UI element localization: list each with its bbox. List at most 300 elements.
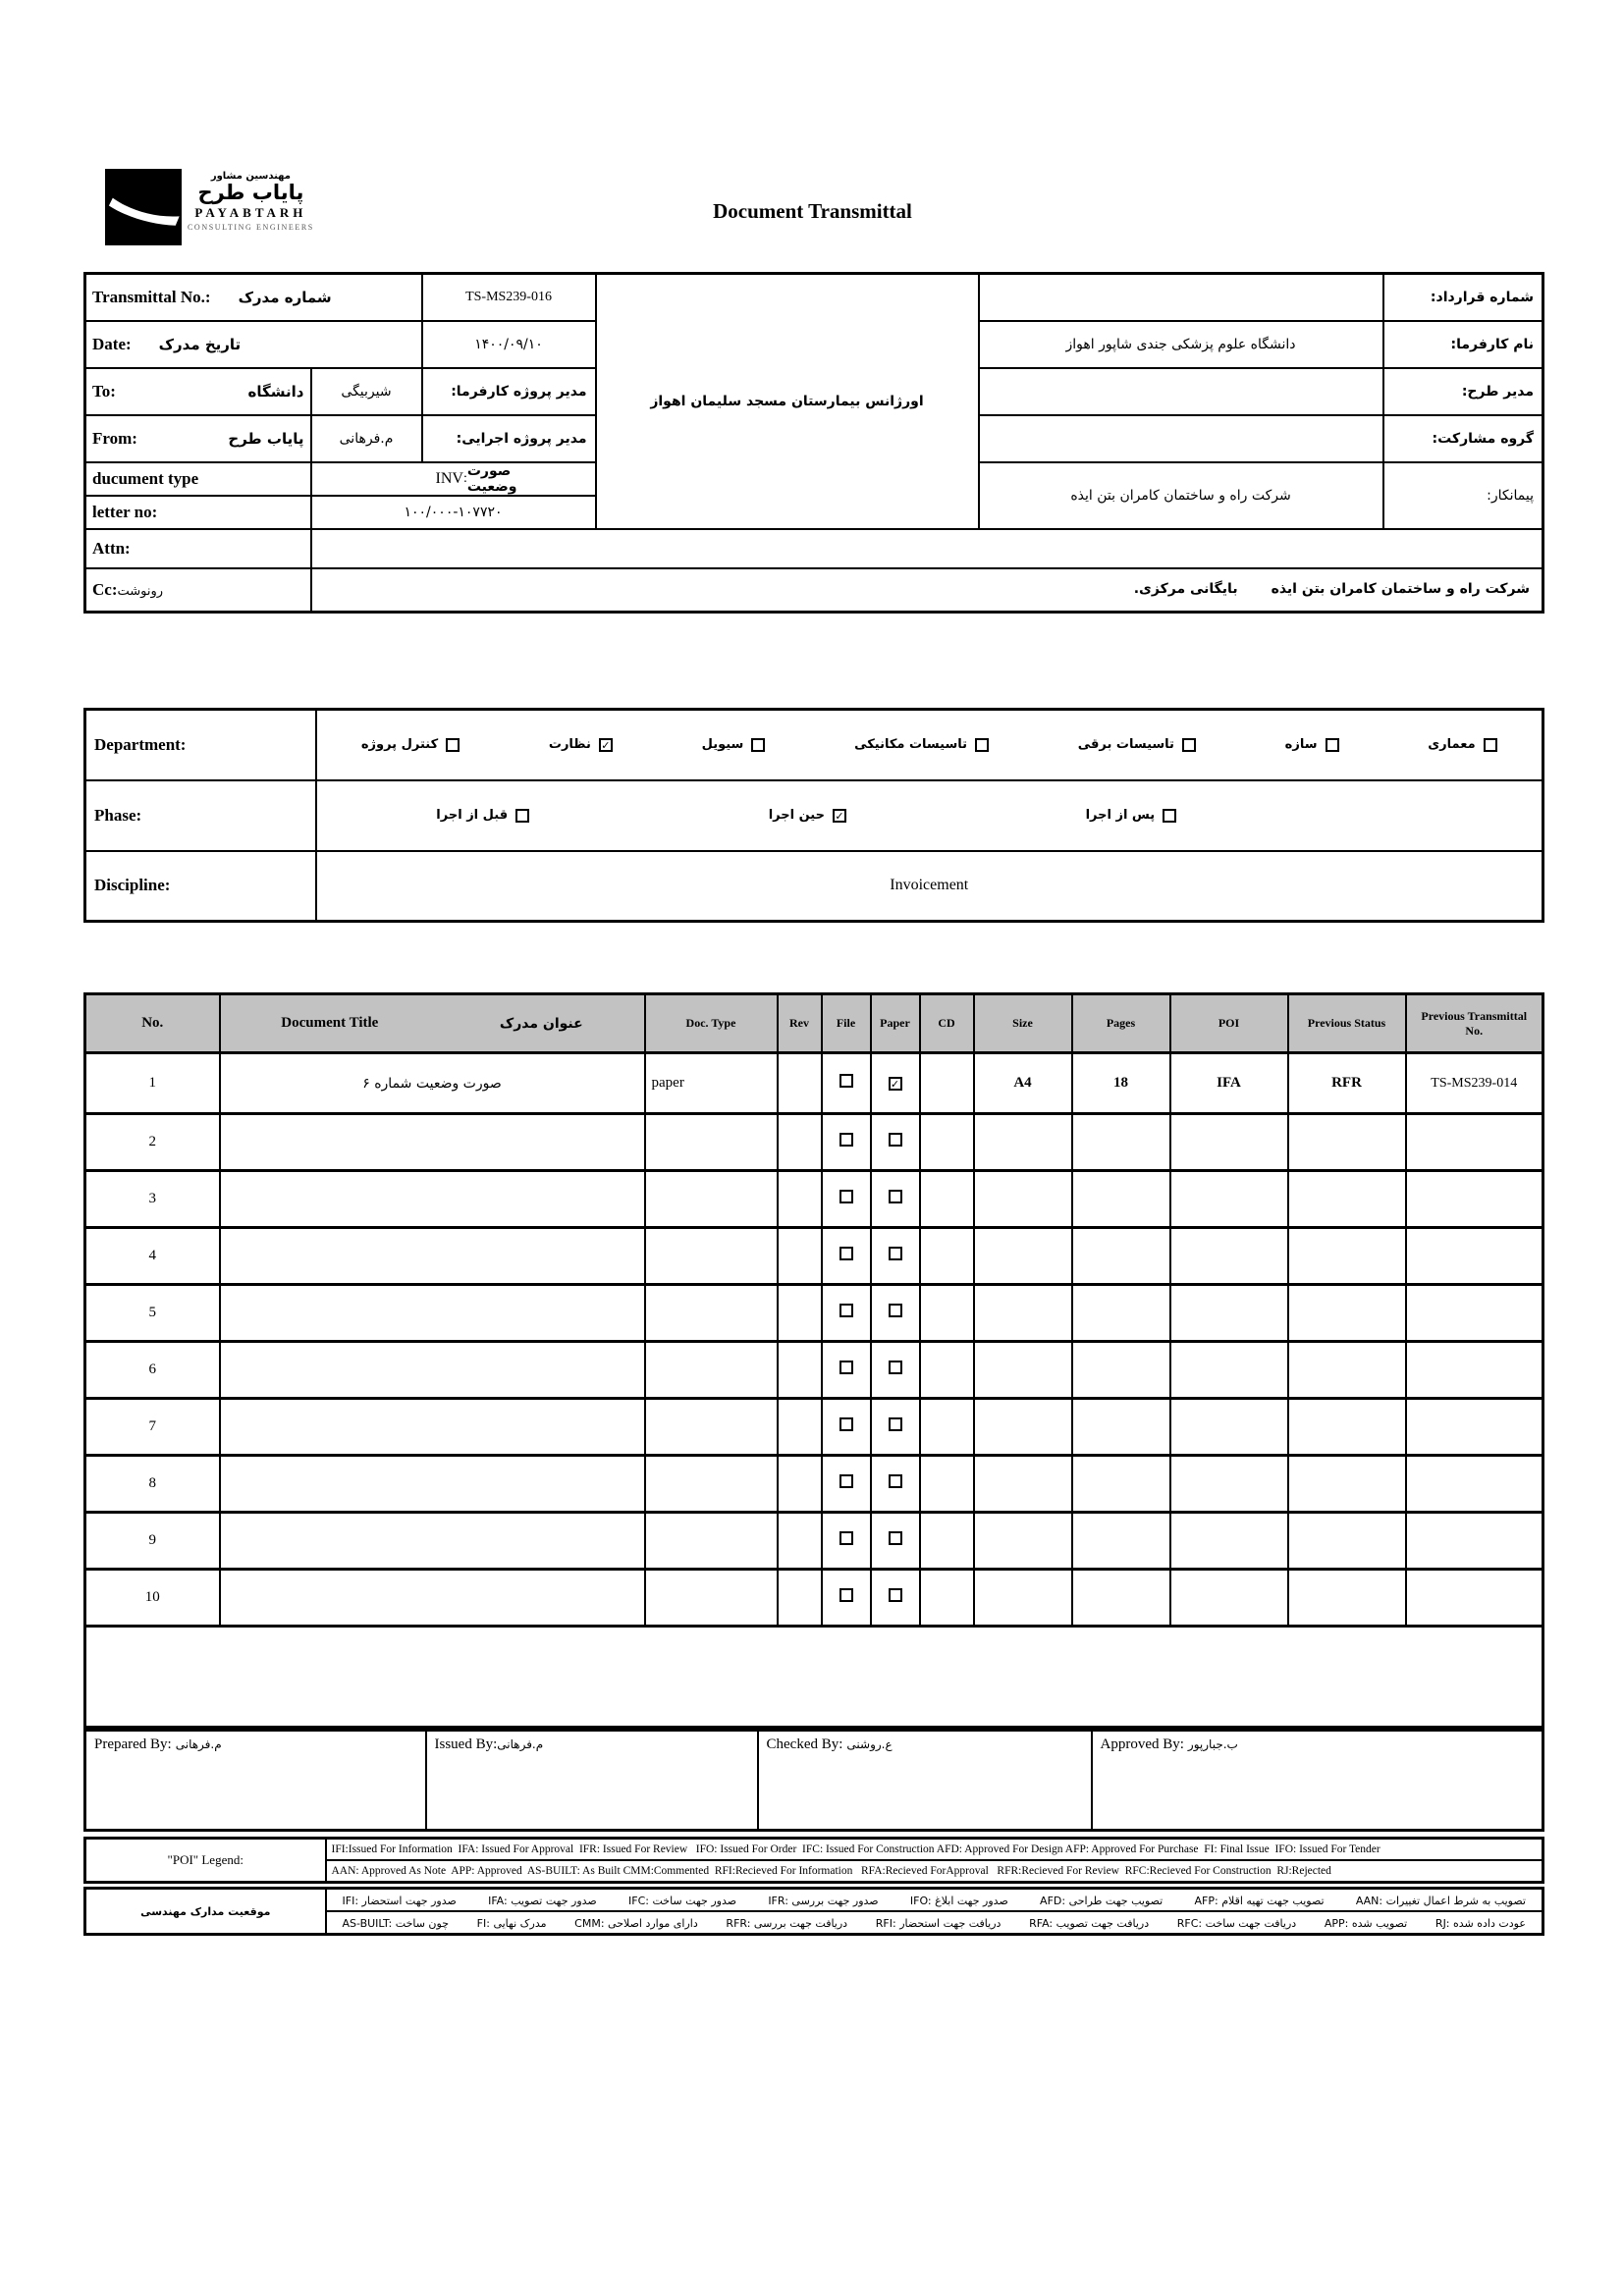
cell-bold [1170,1456,1288,1513]
table-row [85,1114,1543,1171]
cell-cd [920,1114,974,1171]
from-value: پایاب طرح [228,429,304,448]
cc-company: شرکت راه و ساختمان کامران بتن ایذه [1271,581,1531,598]
legend-item [1325,1914,1407,1932]
phase-option-label: پس از اجرا [1085,808,1156,823]
cell-bold [974,1513,1072,1570]
legend-item-text: دارای موارد اصلاحی [608,1916,698,1930]
cell-bold [974,1171,1072,1228]
legend-item-code: FI: [476,1916,494,1930]
cell-file [822,1053,871,1114]
col-header-title-fa: عنوان مدرک [499,1015,583,1032]
department-option-label: نظارت [548,737,591,753]
cell-title [220,1285,645,1342]
cell-bold [1170,1513,1288,1570]
legend-item [343,1892,457,1909]
cell-doctype: paper [645,1053,778,1114]
cell-bold [1170,1114,1288,1171]
doctype-value-en: INV [435,469,463,487]
cell-paper [871,1285,920,1342]
legend-item [628,1892,736,1909]
checked-by-cell [758,1731,1092,1831]
cell-doctype [645,1399,778,1456]
cell-bold [974,1399,1072,1456]
department-option-label: تاسیسات مکانیکی [854,737,968,753]
department-option-label: سازه [1284,737,1318,753]
phase-option [1086,808,1177,823]
cell-doctype [645,1570,778,1627]
from-person: م.فرهانی [311,415,422,462]
unchecked-checkbox-icon[interactable] [1182,738,1196,752]
cell-bold [1072,1513,1170,1570]
col-header-title-en: Document Title [281,1015,379,1031]
cell-paper [871,1228,920,1285]
col-header-prev-transmittal: Previous Transmittal No. [1406,994,1543,1053]
cell-bold [1288,1285,1406,1342]
phase-option [769,808,846,823]
cc-value-cell [311,568,1543,613]
cell-no: 1 [85,1053,220,1114]
unchecked-checkbox-icon[interactable] [751,738,765,752]
unchecked-checkbox-icon[interactable] [1484,738,1497,752]
cell-doctype [645,1513,778,1570]
checked-checkbox-icon[interactable]: ✓ [889,1077,902,1091]
cell-file [822,1228,871,1285]
legend-item-text: صدور جهت تصویب [511,1894,597,1907]
header-table [83,272,1544,614]
empty-notes-area [85,1627,1543,1728]
unchecked-checkbox-icon[interactable] [889,1133,902,1147]
checked-by-name: ع.روشنی [846,1737,893,1751]
contract-no-label: شماره قرارداد: [1383,274,1543,321]
cell-bold [974,1285,1072,1342]
cell-ptn [1406,1285,1543,1342]
cell-file [822,1285,871,1342]
cell-doctype [645,1171,778,1228]
table-row [85,1228,1543,1285]
cell-ptn [1406,1456,1543,1513]
cell-bold: IFA [1170,1053,1288,1114]
department-option [361,737,460,752]
cell-rev [778,1570,822,1627]
unchecked-checkbox-icon[interactable] [889,1588,902,1602]
unchecked-checkbox-icon[interactable] [515,809,529,823]
fa-legend-line1-cell [326,1889,1543,1912]
cell-bold [1288,1228,1406,1285]
phase-options-cell [316,780,1543,851]
legend-item [768,1892,878,1909]
legend-item [1195,1892,1325,1909]
cell-bold [1170,1285,1288,1342]
cell-bold [1170,1171,1288,1228]
cell-cd [920,1053,974,1114]
design-manager-value [979,368,1383,415]
legend-item-code: RFI: [875,1916,900,1930]
cell-paper [871,1456,920,1513]
approved-by-label: Approved By: [1100,1736,1184,1752]
transmittal-no-label-en: Transmittal No.: [92,287,211,306]
legend-item-code: RFA: [1029,1916,1056,1930]
legend-item-code: IFC: [628,1894,653,1907]
unchecked-checkbox-icon[interactable] [839,1417,853,1431]
cell-title [220,1171,645,1228]
col-header-cd: CD [920,994,974,1053]
cc-label-fa: رونوشت [117,583,164,599]
legend-item-text: صدور جهت استحضار [361,1894,457,1907]
project-name: اورژانس بیمارستان مسجد سلیمان اهواز [596,274,979,529]
legend-item [1040,1892,1163,1909]
legend-item [574,1914,698,1932]
cell-bold [1288,1456,1406,1513]
discipline-value: Invoicement [316,851,1543,922]
from-role: مدیر پروژه اجرایی: [422,415,596,462]
department-option [1428,737,1496,752]
cell-ptn [1406,1228,1543,1285]
department-option [1285,737,1339,752]
from-cell [85,415,311,462]
attn-label: Attn: [92,538,131,558]
cell-title [220,1114,645,1171]
discipline-label: Discipline: [85,851,316,922]
unchecked-checkbox-icon[interactable] [839,1588,853,1602]
logo-tagline-fa: مهندسین مشاور [210,171,291,182]
doctype-colon: : [462,470,467,486]
legend-item-code: CMM: [574,1916,609,1930]
cell-file [822,1114,871,1171]
contractor-label: پیمانکار: [1383,462,1543,529]
cell-no: 6 [85,1342,220,1399]
cell-bold [1288,1570,1406,1627]
cell-ptn [1406,1171,1543,1228]
unchecked-checkbox-icon[interactable] [839,1304,853,1317]
phase-option [436,808,529,823]
legend-item-code: RJ: [1435,1916,1454,1930]
cell-title [220,1399,645,1456]
col-header-poi: POI [1170,994,1288,1053]
cell-rev [778,1342,822,1399]
cell-bold [1072,1285,1170,1342]
legend-item-text: صدور جهت ابلاغ [935,1894,1008,1907]
page-title: Document Transmittal [713,199,912,223]
fa-legend-line2-cell [326,1911,1543,1935]
cell-bold: A4 [974,1053,1072,1114]
cell-file [822,1342,871,1399]
date-label-cell [85,321,422,368]
cell-doctype [645,1342,778,1399]
cell-file [822,1399,871,1456]
cell-title [220,1228,645,1285]
table-row [85,1171,1543,1228]
unchecked-checkbox-icon[interactable] [889,1531,902,1545]
to-role: مدیر پروژه کارفرما: [422,368,596,415]
cell-cd [920,1570,974,1627]
cell-no: 8 [85,1456,220,1513]
unchecked-checkbox-icon[interactable] [839,1247,853,1260]
logo-name-en: PAYABTARH [194,205,307,221]
legend-item-code: APP: [1324,1916,1352,1930]
table-row [85,1513,1543,1570]
to-cell [85,368,311,415]
classification-table [83,708,1544,923]
legend-item-code: RFR: [726,1916,754,1930]
cell-bold [1072,1399,1170,1456]
contractor-value: شرکت راه و ساختمان کامران بتن ایذه [979,462,1383,529]
to-value: دانشگاه [247,382,304,400]
cell-bold [1170,1342,1288,1399]
cell-bold [974,1342,1072,1399]
cell-no: 2 [85,1114,220,1171]
legend-item [343,1914,450,1932]
department-label: Department: [85,710,316,780]
poi-legend-table [83,1837,1544,1884]
cell-ptn [1406,1399,1543,1456]
client-name-value: دانشگاه علوم پزشکی جندی شاپور اهواز [979,321,1383,368]
legend-item [910,1892,1008,1909]
unchecked-checkbox-icon[interactable] [889,1361,902,1374]
poi-legend-line1: IFI:Issued For Information IFA: Issued For Approval IFR: Issued For Review IFO: Issued For Order IFC: Issued For Construction AFD: Approved For Design AFP: Approved For Purchase FI: Final Issue IFO: Issued For Tender [326,1839,1543,1861]
unchecked-checkbox-icon[interactable] [889,1190,902,1203]
cell-cd [920,1171,974,1228]
legend-item-code: IFO: [909,1894,936,1907]
legend-item-text: صدور جهت ساخت [652,1894,737,1907]
legend-item-code: IFI: [342,1894,362,1907]
legend-item-code: AS-BUILT: [342,1916,396,1930]
date-value: ۱۴۰۰/۰۹/۱۰ [422,321,596,368]
cell-ptn [1406,1114,1543,1171]
legend-item-text: صدور جهت بررسی [791,1894,879,1907]
cell-title: صورت وضعیت شماره ۶ [220,1053,645,1114]
cell-rev [778,1285,822,1342]
legend-item-code: IFA: [488,1894,512,1907]
cell-bold [1288,1342,1406,1399]
col-header-paper: Paper [871,994,920,1053]
table-row [85,1570,1543,1627]
cell-no: 10 [85,1570,220,1627]
department-options-cell [316,710,1543,780]
cell-ptn [1406,1342,1543,1399]
legend-item [876,1914,1001,1932]
legend-item-text: دریافت جهت استحضار [899,1916,1001,1930]
legend-item-text: تصویب جهت تهیه اقلام [1221,1894,1325,1907]
unchecked-checkbox-icon[interactable] [839,1074,853,1088]
legend-item-text: عودت داده شده [1453,1916,1526,1930]
cell-bold [1170,1399,1288,1456]
letterno-label-cell [85,496,311,529]
unchecked-checkbox-icon[interactable] [889,1474,902,1488]
masthead [83,0,1542,272]
cell-title [220,1342,645,1399]
doctype-label-cell [85,462,311,496]
cell-rev [778,1114,822,1171]
cell-bold: RFR [1288,1053,1406,1114]
cell-bold [974,1114,1072,1171]
cell-no: 9 [85,1513,220,1570]
cell-cd [920,1456,974,1513]
cell-cd [920,1513,974,1570]
table-row [85,1456,1543,1513]
checked-checkbox-icon[interactable]: ✓ [599,738,613,752]
cc-label-en: Cc: [92,579,118,599]
cell-doctype [645,1114,778,1171]
legend-item-code: AFD: [1040,1894,1069,1907]
unchecked-checkbox-icon[interactable] [839,1474,853,1488]
cell-paper [871,1399,920,1456]
table-row [85,1285,1543,1342]
cell-rev [778,1456,822,1513]
cc-note: بایگانی مرکزی. [1133,581,1238,598]
checked-checkbox-icon[interactable]: ✓ [833,809,846,823]
letterno-value: ۱۰۰/۰۰۰-۱۰۷۷۲۰ [311,496,596,529]
col-header-no: No. [85,994,220,1053]
prepared-by-cell [85,1731,426,1831]
phase-label: Phase: [85,780,316,851]
logo-name-fa: پایاب طرح [197,181,304,204]
cell-file [822,1456,871,1513]
cell-doctype [645,1228,778,1285]
unchecked-checkbox-icon[interactable] [889,1304,902,1317]
cell-paper [871,1513,920,1570]
col-header-pages: Pages [1072,994,1170,1053]
cell-bold [1170,1570,1288,1627]
client-name-label: نام کارفرما: [1383,321,1543,368]
unchecked-checkbox-icon[interactable] [839,1190,853,1203]
cell-paper [871,1342,920,1399]
col-header-prev-status: Previous Status [1288,994,1406,1053]
legend-item [726,1914,847,1932]
checked-by-label: Checked By: [766,1736,843,1752]
cell-bold [1288,1171,1406,1228]
unchecked-checkbox-icon[interactable] [1326,738,1339,752]
legend-item-text: چون ساخت [395,1916,449,1930]
cell-cd [920,1285,974,1342]
department-option [854,737,989,752]
to-person: شیربیگی [311,368,422,415]
date-label-fa: تاریخ مدرک [158,335,242,353]
cell-bold [974,1456,1072,1513]
cell-file [822,1570,871,1627]
col-header-title [220,994,645,1053]
legend-item-text: تصویب جهت طراحی [1068,1894,1164,1907]
table-row [85,1399,1543,1456]
cell-file [822,1513,871,1570]
legend-item-text: دریافت جهت تصویب [1056,1916,1150,1930]
cell-bold [1288,1513,1406,1570]
legend-item [477,1914,547,1932]
transmittal-no-label-cell [85,274,422,321]
cell-doctype [645,1456,778,1513]
transmittal-no-label-fa: شماره مدرک [238,288,332,306]
cell-paper [871,1053,920,1114]
cell-bold [1072,1456,1170,1513]
doctype-label: ducument type [92,468,199,488]
cell-bold [1288,1399,1406,1456]
cell-rev [778,1399,822,1456]
prepared-by-name: م.فرهانی [175,1737,222,1751]
legend-item-text: تصویب به شرط اعمال تغییرات [1385,1894,1526,1907]
table-row [85,1053,1543,1114]
cc-label-cell [85,568,311,613]
from-label: From: [92,428,137,448]
legend-item-code: AAN: [1355,1894,1386,1907]
documents-table [83,992,1544,1729]
issued-by-cell [426,1731,758,1831]
legend-item-text: تصویب شده [1351,1916,1408,1930]
design-manager-label: مدیر طرح: [1383,368,1543,415]
cell-cd [920,1399,974,1456]
issued-by-label: Issued By: [434,1736,498,1752]
cell-no: 3 [85,1171,220,1228]
cell-no: 5 [85,1285,220,1342]
department-option-label: سیویل [701,737,744,753]
cell-file [822,1171,871,1228]
department-option-label: تاسیسات برقی [1077,737,1174,753]
cell-paper [871,1570,920,1627]
cell-bold [1072,1228,1170,1285]
unchecked-checkbox-icon[interactable] [889,1247,902,1260]
cell-rev [778,1171,822,1228]
department-option [549,737,613,752]
unchecked-checkbox-icon[interactable] [839,1531,853,1545]
doctype-value-fa: صورت وضعیت [466,462,517,495]
cell-bold [1072,1342,1170,1399]
cell-bold [1072,1570,1170,1627]
cell-bold [974,1228,1072,1285]
poi-legend-label: "POI" Legend: [85,1839,326,1883]
col-header-size: Size [974,994,1072,1053]
jv-group-label: گروه مشارکت: [1383,415,1543,462]
phase-option-label: قبل از اجرا [436,808,509,823]
legend-item-code: AFP: [1194,1894,1222,1907]
cell-no: 7 [85,1399,220,1456]
col-header-rev: Rev [778,994,822,1053]
cell-bold [974,1570,1072,1627]
unchecked-checkbox-icon[interactable] [839,1133,853,1147]
legend-item [1177,1914,1296,1932]
unchecked-checkbox-icon[interactable] [839,1361,853,1374]
attn-label-cell [85,529,311,568]
table-row [85,1342,1543,1399]
to-label: To: [92,381,116,400]
cell-paper [871,1114,920,1171]
cell-ptn: TS-MS239-014 [1406,1053,1543,1114]
signatures-table [83,1729,1544,1832]
poi-legend-line2: AAN: Approved As Note APP: Approved AS-BUILT: As Built CMM:Commented RFI:Recieved For Information RFA:Recieved ForApproval RFR:Recieved For Review RFC:Recieved For Construction RJ:Rejected [326,1860,1543,1883]
department-option-label: معماری [1428,737,1476,753]
legend-item-code: RFC: [1176,1916,1206,1930]
cell-title [220,1456,645,1513]
cell-title [220,1513,645,1570]
cell-ptn [1406,1570,1543,1627]
fa-legend-table [83,1887,1544,1936]
cell-rev [778,1053,822,1114]
unchecked-checkbox-icon[interactable] [1163,809,1176,823]
prepared-by-label: Prepared By: [94,1736,172,1752]
attn-value-cell [311,529,1543,568]
cell-paper [871,1171,920,1228]
department-option [702,737,766,752]
unchecked-checkbox-icon[interactable] [975,738,989,752]
approved-by-name: ب.جبارپور [1187,1737,1238,1751]
doctype-value-cell [311,462,596,496]
cell-title [220,1570,645,1627]
transmittal-no-value: TS-MS239-016 [422,274,596,321]
unchecked-checkbox-icon[interactable] [889,1417,902,1431]
legend-item [1029,1914,1149,1932]
cell-bold [1072,1171,1170,1228]
date-label-en: Date: [92,334,132,353]
legend-item-text: دریافت جهت بررسی [753,1916,848,1930]
unchecked-checkbox-icon[interactable] [446,738,460,752]
